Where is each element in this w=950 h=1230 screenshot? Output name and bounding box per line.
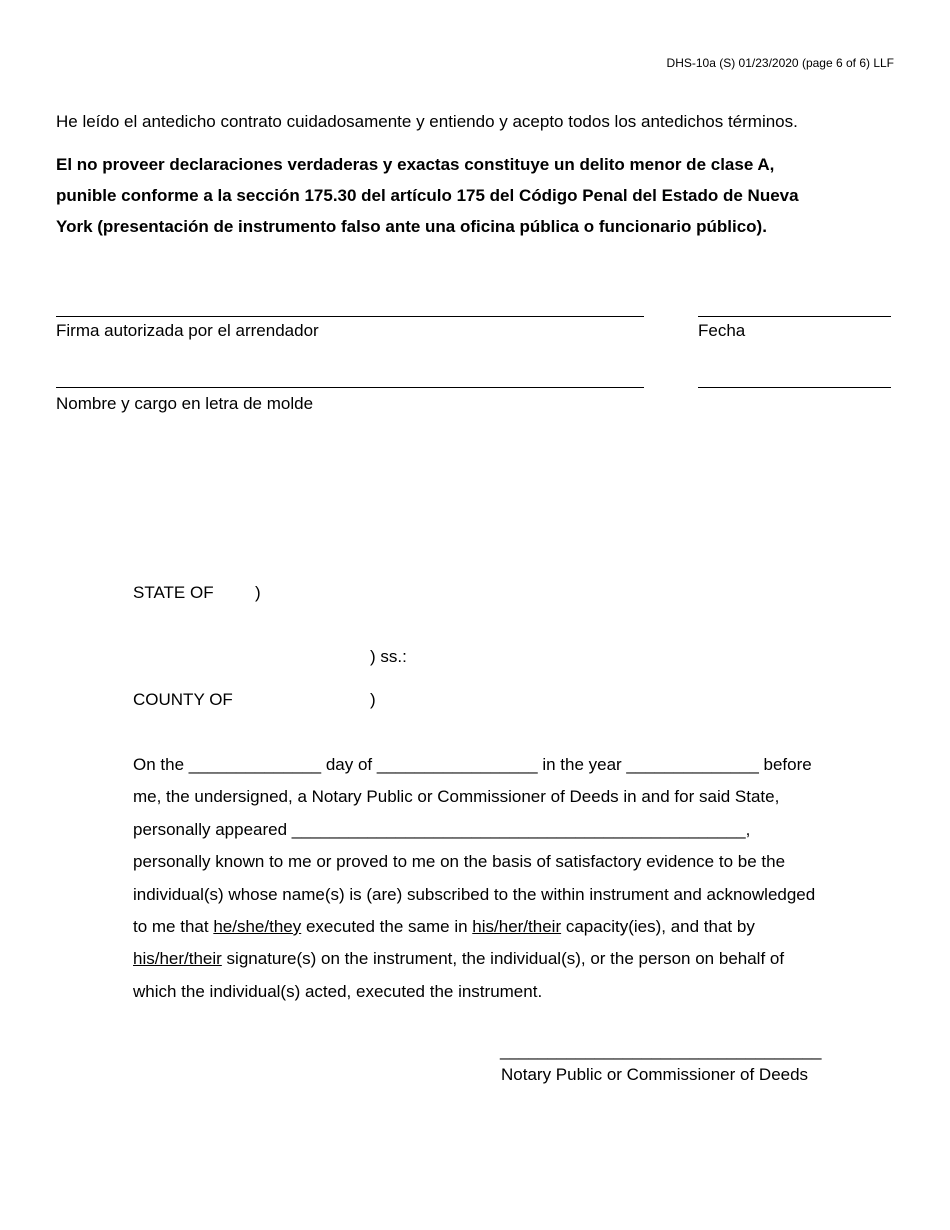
para-line-6-start: to me that [133,917,214,937]
warning-line-1: El no proveer declaraciones verdaderas y exactas constituye un delito menor de clase A, [56,155,775,174]
warning-line-2: punible conforme a la sección 175.30 del artículo 175 del Código Penal del Estado de Nueva [56,186,799,205]
warning-line-3: York (presentación de instrumento falso ante una oficina pública o funcionario público). [56,217,767,236]
acknowledgment-statement: He leído el antedicho contrato cuidadosamente y entiendo y acepto todos los antedichos términos. [56,112,798,131]
notary-acknowledgment-paragraph [133,749,903,1008]
para-line-6-end: capacity(ies), and that by [561,917,755,937]
printed-name-label: Nombre y cargo en letra de molde [56,394,314,413]
para-line-8: which the individual(s) acted, executed the instrument. [133,981,543,1001]
pronoun-underlined: he/she/they [213,917,302,937]
notary-signature-label: Notary Public or Commissioner of Deeds [501,1065,809,1084]
para-line-4: personally known to me or proved to me on the basis of satisfactory evidence to be the [133,852,786,872]
notary-signature-line[interactable]: __________________________________ [500,1041,822,1060]
second-date-line[interactable] [698,387,891,388]
para-line-5: individual(s) whose name(s) is (are) subscribed to the within instrument and acknowledged [133,884,816,904]
county-of-label: COUNTY OF [133,690,233,709]
state-paren: ) [255,583,261,602]
form-id-header: DHS-10a (S) 01/23/2020 (page 6 of 6) LLF [666,56,894,70]
date-label: Fecha [698,321,746,340]
state-of-label: STATE OF [133,583,214,602]
possessive-underlined: his/her/their [472,917,562,937]
ss-label: ) ss.: [370,647,407,666]
county-paren: ) [370,690,376,709]
para-line-2: me, the undersigned, a Notary Public or Commissioner of Deeds in and for said State, [133,787,780,807]
para-line-1: On the ______________ day of _________________ in the year ______________ before [133,755,812,774]
para-line-3: personally appeared ________________________________________________, [133,819,751,839]
possessive-underlined-2: his/her/their [133,949,222,969]
para-line-7 [133,943,903,975]
para-line-7-end: signature(s) on the instrument, the individual(s), or the person on behalf of [221,949,785,969]
signature-line[interactable] [56,316,644,317]
printed-name-line[interactable] [56,387,644,388]
signature-label: Firma autorizada por el arrendador [56,321,319,340]
para-line-6-mid: executed the same in [301,917,473,937]
date-line[interactable] [698,316,891,317]
para-line-6 [133,911,903,943]
legal-warning [56,149,886,242]
